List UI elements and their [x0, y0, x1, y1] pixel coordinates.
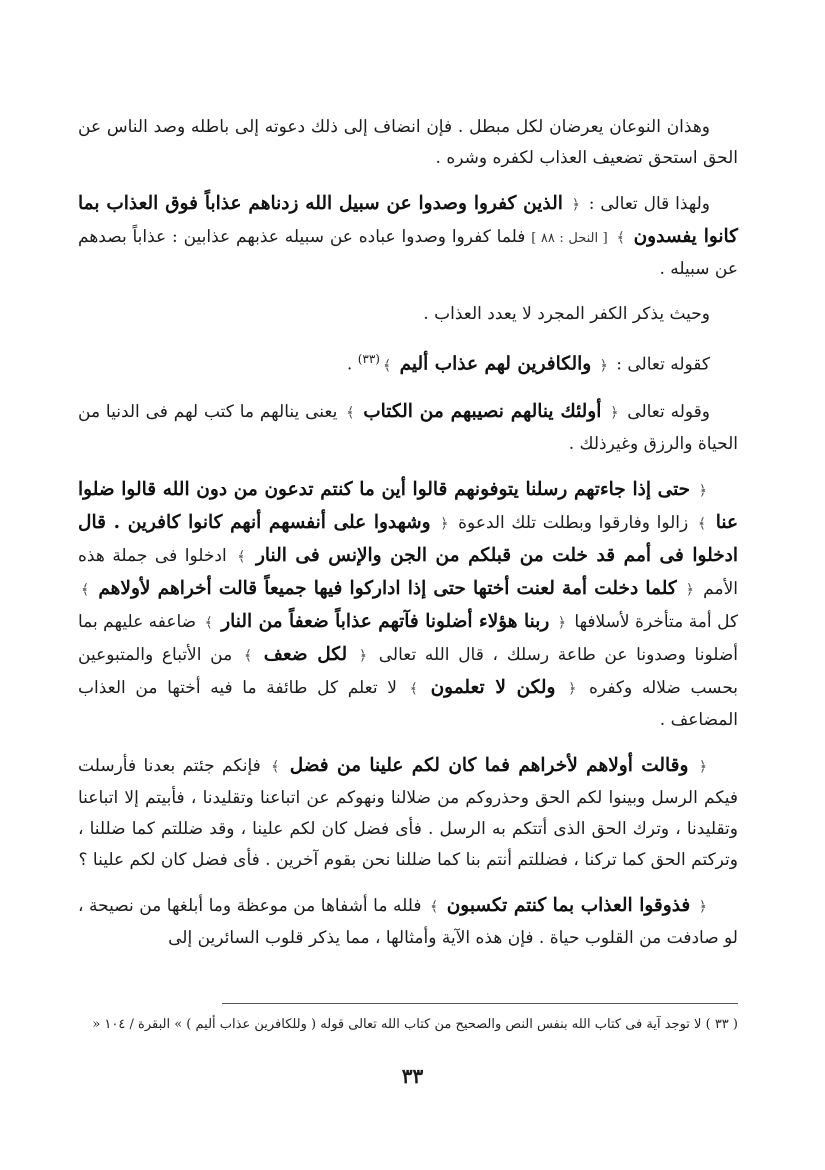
ornament-open-icon: ﴿ — [440, 515, 449, 532]
paragraph-6 — [78, 474, 738, 736]
ornament-close-icon: ﴾ — [271, 758, 280, 775]
intro-text: كقوله تعالى : — [616, 354, 710, 375]
paragraph-2 — [78, 188, 738, 285]
quran-verse: أولئك ينالهم نصيبهم من الكتاب — [363, 400, 602, 422]
ornament-close-icon: ﴾ — [346, 404, 355, 421]
ornament-close-icon: ﴾ — [237, 548, 246, 565]
quran-verse: وشهدوا على أنفسهم أنهم كانوا كافرين . قال ادخلوا فى أمم قد خلت من قبلكم من الجن والإنس فى النار — [78, 511, 739, 566]
quran-verse: فذوقوا العذاب بما كنتم تكسبون — [446, 894, 691, 916]
commentary-text: ادخلوا فى جملة هذه الأمم — [78, 545, 738, 599]
ornament-open-icon: ﴿ — [698, 758, 708, 775]
ornament-close-icon: ﴾ — [243, 647, 253, 664]
ornament-close-icon: ﴾ — [697, 515, 707, 532]
ornament-close-icon: ﴾ — [429, 898, 439, 915]
commentary-text: من الأتباع والمتبوعين بحسب ضلاله وكفره — [78, 644, 739, 698]
paragraph-5 — [78, 396, 738, 460]
paragraph-4 — [78, 344, 738, 382]
commentary-text: . — [346, 354, 353, 375]
commentary-text: ضاعفه عليهم بما أضلونا وصدونا عن طاعة رسلك ، قال الله تعالى — [78, 611, 739, 665]
commentary-text: لا تعلم كل طائفة ما فيه أختها من العذاب المضاعف . — [78, 677, 738, 730]
paragraph-text: وهذان النوعان يعرضان لكل مبطل . فإن انضاف إلى ذلك دعوته إلى باطله وصد الناس عن الحق استحق تضعيف العذاب لكفره وشره . — [78, 117, 738, 168]
ornament-close-icon: ﴾ — [409, 680, 418, 697]
verse-reference: [ النحل : ٨٨ ] — [531, 231, 608, 246]
ornament-close-icon: ﴾ — [204, 614, 213, 631]
paragraph-7 — [78, 750, 738, 876]
quran-verse: لكل ضعف — [263, 643, 348, 665]
commentary-text: زالوا وفارقوا وبطلت تلك الدعوة — [458, 512, 689, 533]
ornament-open-icon: ﴿ — [698, 482, 707, 499]
commentary-text: يعنى ينالهم ما كتب لهم فى الدنيا من الحياة والرزق وغيرذلك . — [78, 401, 738, 454]
ornament-open-icon: ﴿ — [557, 614, 566, 631]
paragraph-1 — [78, 112, 738, 174]
commentary-text: فإنكم جئتم بعدنا فأرسلت فيكم الرسل وبينوا لكم الحق وحذروكم من ضلالنا ونهوكم عن اتباعنا وتقليدنا ، فأبيتم إلا اتباعنا وتقليدنا ، وترك الحق الذى أتتكم به الرسل . فأى فضل كان لكم علينا ، وقد ضللتم كما ضللنا ، وتركتم الحق كما تركنا ، فضللتم أنتم بنا كما ضللنا نحن بقوم آخرين . فأى فضل كان لكم علينا ؟ — [78, 755, 738, 870]
paragraph-text: وحيث يذكر الكفر المجرد لا يعدد العذاب . — [423, 304, 710, 324]
quran-verse: ربنا هؤلاء أضلونا فآتهم عذاباً ضعفاً من النار — [221, 610, 550, 632]
ornament-open-icon: ﴿ — [610, 404, 619, 421]
intro-text: ولهذا قال تعالى : — [588, 194, 710, 214]
ornament-open-icon: ﴿ — [599, 357, 608, 374]
paragraph-8 — [78, 890, 738, 954]
ornament-close-icon: ﴾ — [81, 581, 90, 598]
footnote-marker: (٣٣) — [357, 352, 380, 366]
intro-text: وقوله تعالى — [627, 401, 711, 422]
commentary-text: كل أمة متأخرة لأسلافها — [574, 611, 739, 632]
quran-verse: وقالت أولاهم لأخراهم فما كان لكم علينا من فضل — [289, 754, 689, 776]
footnote-divider — [222, 1003, 738, 1004]
quran-verse: ولكن لا تعلمون — [430, 676, 556, 698]
commentary-text: فلله ما أشفاها من موعظة وما أبلغها من نصيحة ، لو صادفت من القلوب حياة . فإن هذه الآية وأمثالها ، مما يذكر قلوب السائرين إلى — [78, 895, 738, 948]
quran-verse: كلما دخلت أمة لعنت أختها حتى إذا اداركوا فيها جميعاً قالت أخراهم لأولاهم — [98, 577, 677, 599]
ornament-open-icon: ﴿ — [698, 898, 707, 915]
footnote — [78, 1012, 738, 1038]
page-number: ٣٣ — [401, 1064, 424, 1088]
ornament-open-icon: ﴿ — [358, 647, 368, 664]
paragraph-3 — [78, 299, 738, 330]
quran-verse: والكافرين لهم عذاب أليم — [399, 353, 592, 375]
page-body — [78, 112, 738, 968]
ornament-open-icon: ﴿ — [568, 680, 577, 697]
ornament-open-icon: ﴿ — [685, 581, 694, 598]
ornament-close-icon: ﴾ — [616, 230, 625, 246]
ornament-close-icon: ﴾ — [382, 357, 392, 374]
footnote-text: ( ٣٣ ) لا توجد آية فى كتاب الله بنفس النص والصحيح من كتاب الله تعالى قوله ( وللكافرين عذاب أليم ) » البقرة / ١٠٤ « — [92, 1017, 738, 1032]
quran-verse: حتى إذا جاءتهم رسلنا يتوفونهم قالوا أين ما كنتم تدعون من دون الله قالوا ضلوا عنا — [78, 478, 739, 533]
quran-verse: الذين كفروا وصدوا عن سبيل الله زدناهم عذاباً فوق العذاب بما كانوا يفسدون — [78, 193, 738, 247]
ornament-open-icon: ﴿ — [571, 197, 580, 213]
commentary-text: فلما كفروا وصدوا عباده عن سبيله عذبهم عذابين : عذاباً بصدهم عن سبيله . — [78, 227, 738, 279]
